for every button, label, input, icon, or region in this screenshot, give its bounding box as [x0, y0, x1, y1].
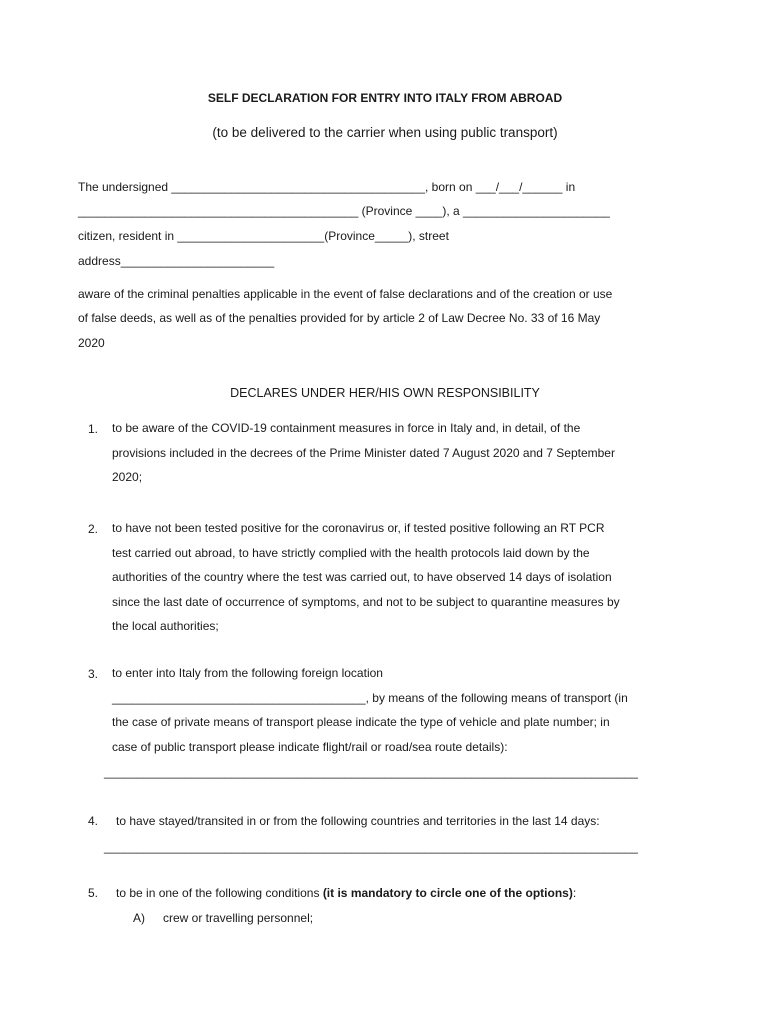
item-3: [112, 661, 676, 759]
item-3-word: foreign: [301, 666, 339, 680]
item-3-word: Italy: [178, 666, 201, 680]
item-1-line-2: provisions included in the decrees of the Prime Minister dated 7 August 2020 and 7 September: [112, 445, 615, 460]
item-3-blank-line: ________________________________________________________________________________: [104, 765, 638, 779]
item-3-number: 3.: [88, 667, 99, 681]
item-3-line-2: ______________________________________, by means of the following means of transport (in: [112, 690, 628, 705]
awareness-line-3: 2020: [78, 336, 105, 350]
personal-line-3: citizen, resident in ______________________(Province_____), street: [78, 229, 449, 243]
item-3-word: from: [204, 666, 229, 680]
item-3-word: to: [112, 666, 123, 680]
item-1-line-1: to be aware of the COVID-19 containment measures in force in Italy and, in detail, of the: [112, 421, 581, 435]
document-subtitle: (to be delivered to the carrier when using public transport): [212, 125, 558, 140]
item-2-line-4: since the last date of occurrence of symptoms, and not to be subject to quarantine measures by: [112, 594, 620, 609]
item-2-line-3: authorities of the country where the test was carried out, to have observed 14 days of isolation: [112, 570, 612, 585]
awareness-line-2: of false deeds, as well as of the penalties provided for by article 2 of Law Decree No. 33 of 16 May: [78, 311, 601, 325]
item-1: [112, 416, 676, 490]
item-5-colon: :: [572, 886, 577, 900]
item-4-blank-line: ________________________________________________________________________________: [104, 840, 638, 854]
item-3-line-4: case of public transport please indicate flight/rail or road/sea route details):: [112, 739, 508, 754]
item-3-word: enter: [125, 666, 153, 680]
item-1-line-3: 2020;: [112, 470, 143, 485]
item-5-number: 5.: [88, 886, 99, 900]
item-2-line-5: the local authorities;: [112, 619, 219, 634]
item-2: [112, 516, 676, 639]
item-3-word: into: [156, 666, 176, 680]
item-5-mandatory-note: (it is mandatory to circle one of the options): [322, 886, 573, 900]
item-2-line-1: to have not been tested positive for the coronavirus or, if tested positive following an RT PCR: [112, 521, 605, 535]
item-2-line-2: test carried out abroad, to have strictly complied with the health protocols laid down by the: [112, 545, 590, 560]
item-5-text: to be in one of the following conditions: [116, 886, 323, 900]
item-4-number: 4.: [88, 814, 99, 828]
personal-line-1: The undersigned ______________________________________, born on ___/___/______ in: [78, 180, 576, 194]
item-4-line-1: to have stayed/transited in or from the following countries and territories in the last 14 days:: [116, 814, 600, 828]
item-3-word: following: [251, 666, 299, 680]
personal-line-4: address_______________________: [78, 254, 275, 268]
item-1-number: 1.: [88, 422, 99, 436]
item-3-word: the: [231, 666, 249, 680]
awareness-line-1: aware of the criminal penalties applicable in the event of false declarations and of the creation or use: [78, 287, 613, 301]
declares-heading: DECLARES UNDER HER/HIS OWN RESPONSIBILITY: [230, 386, 540, 400]
item-3-line-3: the case of private means of transport please indicate the type of vehicle and plate number; in: [112, 715, 610, 730]
document-title: SELF DECLARATION FOR ENTRY INTO ITALY FROM ABROAD: [207, 91, 563, 105]
item-2-number: 2.: [88, 522, 99, 536]
item-3-line-1: [112, 661, 676, 686]
option-a-label: A): [133, 911, 145, 925]
item-3-word: location: [341, 666, 383, 680]
item-5-line-1: [116, 886, 576, 900]
option-a-text: crew or travelling personnel;: [163, 911, 314, 925]
personal-line-2: __________________________________________ (Province ____), a ______________________: [78, 204, 610, 218]
